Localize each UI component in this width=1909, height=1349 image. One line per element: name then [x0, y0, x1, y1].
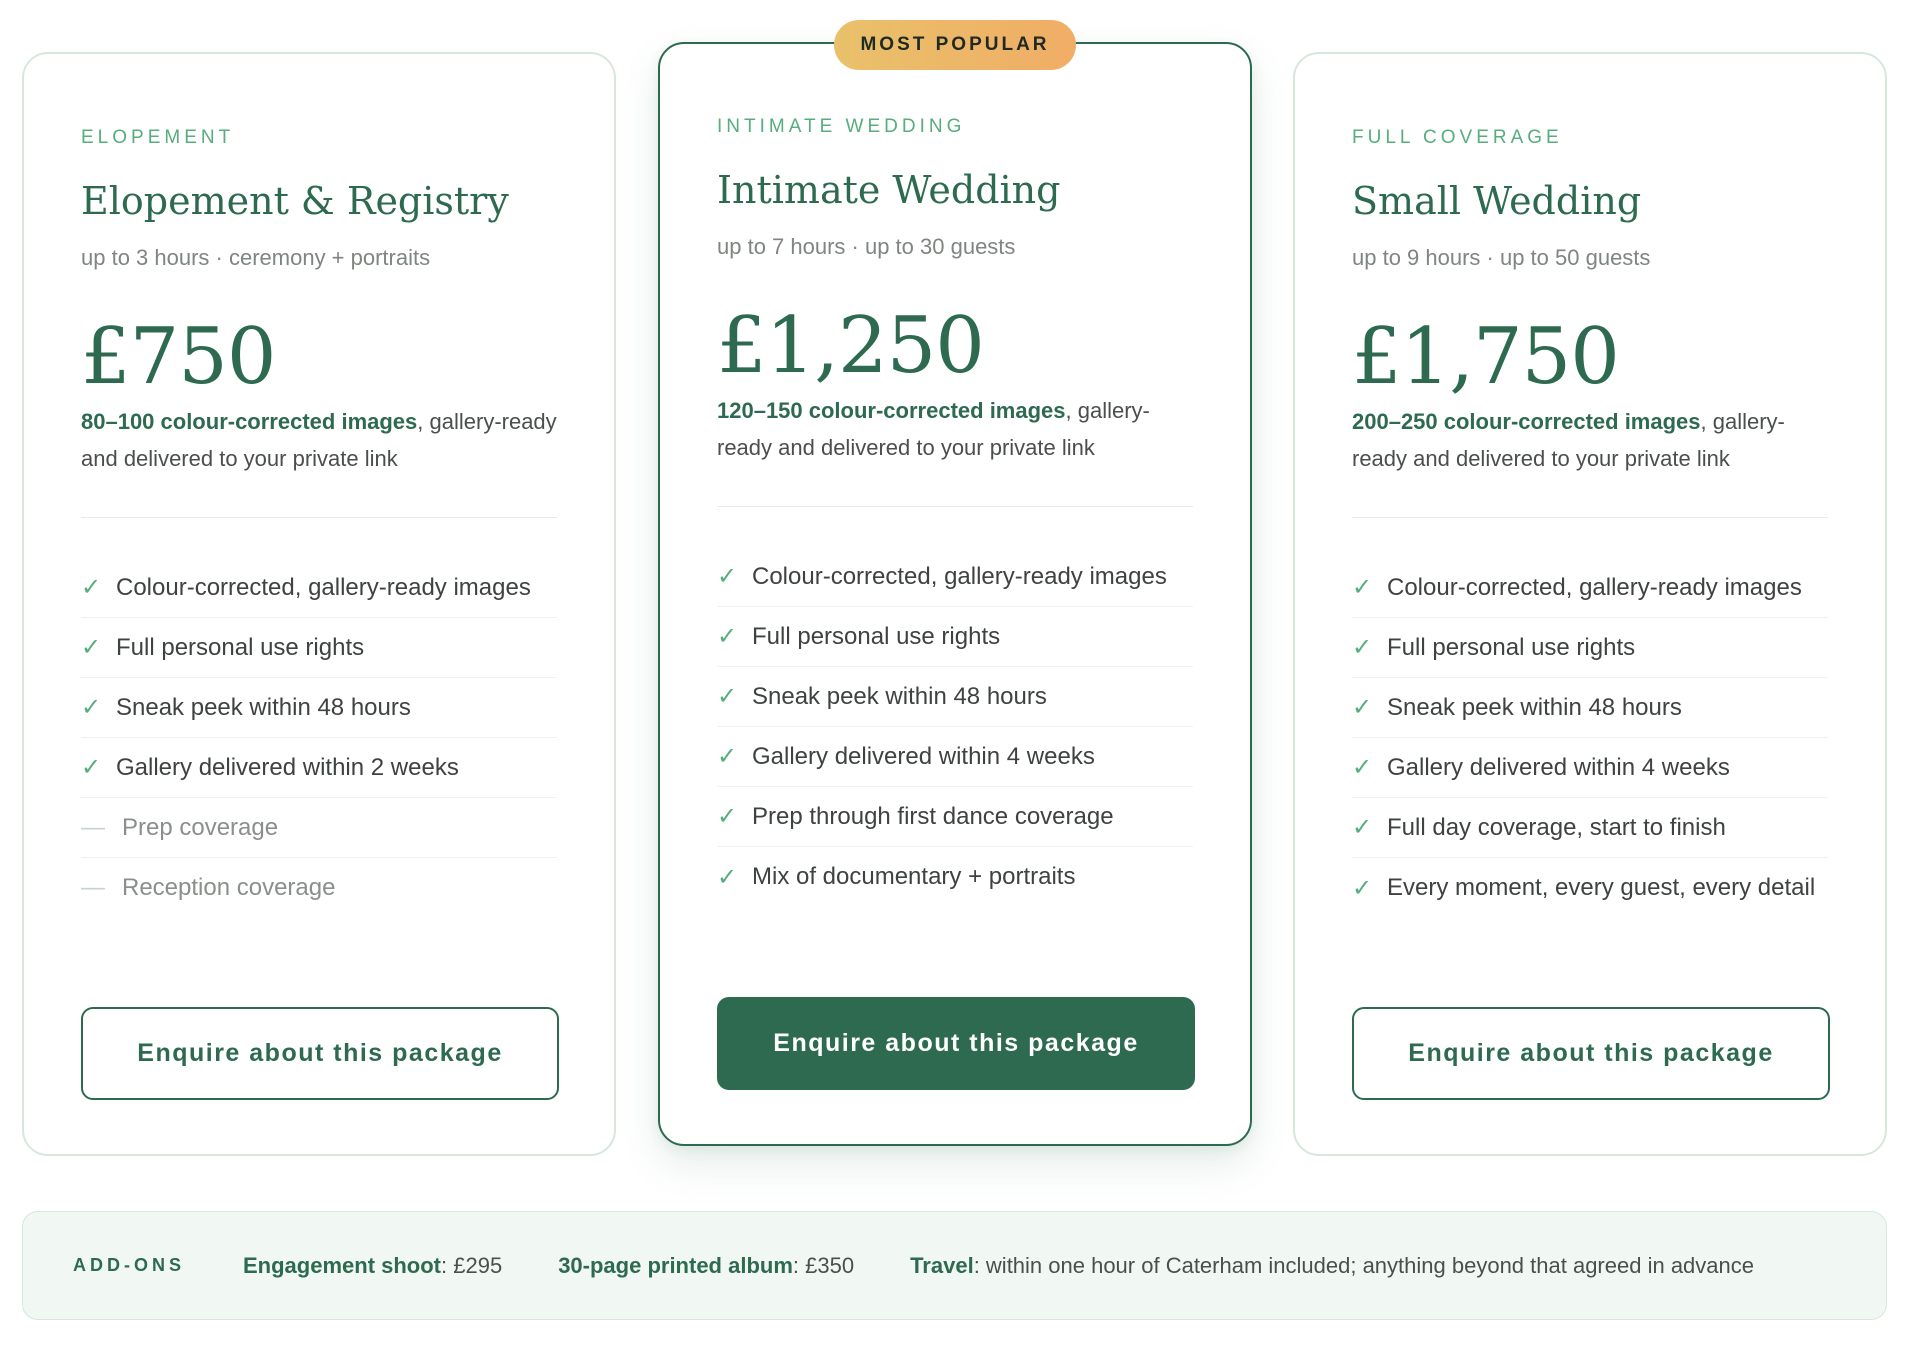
feature-label: Sneak peek within 48 hours	[116, 693, 411, 721]
package-eyebrow: INTIMATE WEDDING	[717, 116, 966, 137]
feature-item	[717, 607, 1193, 667]
images-description-rest: , gallery-ready and delivered to your private link	[717, 398, 1150, 460]
package-meta: up to 7 hours · up to 30 guests	[717, 234, 1016, 259]
feature-label: Sneak peek within 48 hours	[1387, 693, 1682, 721]
feature-label: Gallery delivered within 2 weeks	[116, 753, 459, 781]
package-eyebrow: ELOPEMENT	[81, 127, 235, 148]
feature-item	[717, 547, 1193, 607]
feature-label: Colour-corrected, gallery-ready images	[1387, 573, 1802, 601]
addon-printed-album	[558, 1253, 854, 1279]
feature-label: Every moment, every guest, every detail	[1387, 874, 1816, 901]
package-images-description	[717, 392, 1193, 466]
check-icon: ✓	[1352, 694, 1373, 721]
addon-value: : £295	[441, 1252, 503, 1278]
addon-engagement-shoot	[243, 1253, 502, 1279]
feature-label: Colour-corrected, gallery-ready images	[116, 573, 531, 601]
feature-item	[717, 727, 1193, 787]
feature-item	[81, 678, 557, 738]
package-price: £750	[81, 312, 276, 402]
enquire-intimate-button[interactable]: Enquire about this package	[717, 997, 1195, 1090]
feature-item	[1352, 738, 1828, 798]
package-title: Elopement & Registry	[81, 179, 509, 223]
feature-label: Full day coverage, start to finish	[1387, 813, 1726, 841]
package-card-elopement	[22, 52, 616, 1156]
feature-list	[81, 558, 557, 918]
feature-item	[717, 667, 1193, 727]
check-icon: ✓	[81, 634, 102, 661]
package-images-description	[81, 403, 557, 477]
package-meta: up to 9 hours · up to 50 guests	[1352, 245, 1651, 270]
feature-item	[81, 738, 557, 798]
package-meta: up to 3 hours · ceremony + portraits	[81, 245, 431, 270]
addon-value: : within one hour of Caterham included; anything beyond that agreed in advance	[973, 1252, 1754, 1278]
images-count: 200–250 colour-corrected images	[1352, 409, 1701, 434]
divider	[717, 506, 1193, 507]
check-icon: ✓	[717, 683, 738, 710]
check-icon: ✓	[81, 574, 102, 601]
images-count: 80–100 colour-corrected images	[81, 409, 418, 434]
feature-label: Gallery delivered within 4 weeks	[1387, 753, 1730, 781]
divider	[1352, 517, 1828, 518]
addons-label: ADD-ONS	[73, 1255, 185, 1275]
addon-name: Engagement shoot	[243, 1252, 442, 1278]
feature-item	[81, 558, 557, 618]
package-card-small-wedding	[1293, 52, 1887, 1156]
package-eyebrow: FULL COVERAGE	[1352, 127, 1563, 148]
feature-label: Full personal use rights	[752, 622, 1001, 650]
package-card-intimate	[658, 34, 1252, 1146]
feature-item	[1352, 858, 1828, 918]
images-description-rest: , gallery-ready and delivered to your private link	[1352, 409, 1785, 471]
images-description-rest: , gallery-ready and delivered to your private link	[81, 409, 557, 471]
addon-name: 30-page printed album	[558, 1252, 793, 1278]
check-icon: ✓	[1352, 574, 1373, 601]
check-icon: ✓	[81, 754, 102, 781]
feature-item	[717, 847, 1193, 907]
images-count: 120–150 colour-corrected images	[717, 398, 1066, 423]
feature-label: Full personal use rights	[1387, 633, 1636, 661]
package-price: £1,250	[717, 301, 984, 391]
check-icon: ✓	[1352, 814, 1373, 841]
addon-value: : £350	[792, 1252, 855, 1278]
check-icon: ✓	[717, 863, 738, 891]
divider	[81, 517, 557, 518]
feature-item	[1352, 618, 1828, 678]
enquire-elopement-button[interactable]: Enquire about this package	[81, 1007, 559, 1100]
feature-item-excluded	[81, 858, 557, 918]
package-price: £1,750	[1352, 312, 1619, 402]
feature-list	[717, 547, 1193, 907]
feature-item	[1352, 798, 1828, 858]
feature-label: Reception coverage	[122, 874, 336, 901]
package-title: Small Wedding	[1352, 179, 1642, 223]
dash-icon: —	[81, 874, 105, 901]
check-icon: ✓	[717, 803, 738, 830]
dash-icon: —	[81, 813, 105, 841]
feature-label: Prep coverage	[122, 813, 279, 841]
feature-item	[1352, 678, 1828, 738]
feature-item	[81, 618, 557, 678]
feature-label: Prep through first dance coverage	[752, 802, 1114, 830]
check-icon: ✓	[717, 743, 738, 770]
addon-travel	[910, 1253, 1754, 1279]
feature-label: Mix of documentary + portraits	[752, 863, 1076, 890]
feature-item	[1352, 558, 1828, 618]
most-popular-badge: MOST POPULAR	[834, 20, 1076, 70]
check-icon: ✓	[1352, 874, 1373, 902]
check-icon: ✓	[1352, 634, 1373, 661]
check-icon: ✓	[717, 623, 738, 650]
check-icon: ✓	[81, 694, 102, 721]
feature-item	[717, 787, 1193, 847]
feature-item-excluded	[81, 798, 557, 858]
check-icon: ✓	[717, 563, 738, 590]
package-title: Intimate Wedding	[717, 168, 1061, 212]
package-images-description	[1352, 403, 1828, 477]
feature-label: Full personal use rights	[116, 633, 365, 661]
addon-name: Travel	[910, 1252, 974, 1278]
feature-label: Sneak peek within 48 hours	[752, 682, 1047, 710]
feature-label: Gallery delivered within 4 weeks	[752, 742, 1095, 770]
feature-list	[1352, 558, 1828, 918]
check-icon: ✓	[1352, 754, 1373, 781]
enquire-small-wedding-button[interactable]: Enquire about this package	[1352, 1007, 1830, 1100]
addons-bar	[22, 1211, 1887, 1320]
feature-label: Colour-corrected, gallery-ready images	[752, 562, 1167, 590]
